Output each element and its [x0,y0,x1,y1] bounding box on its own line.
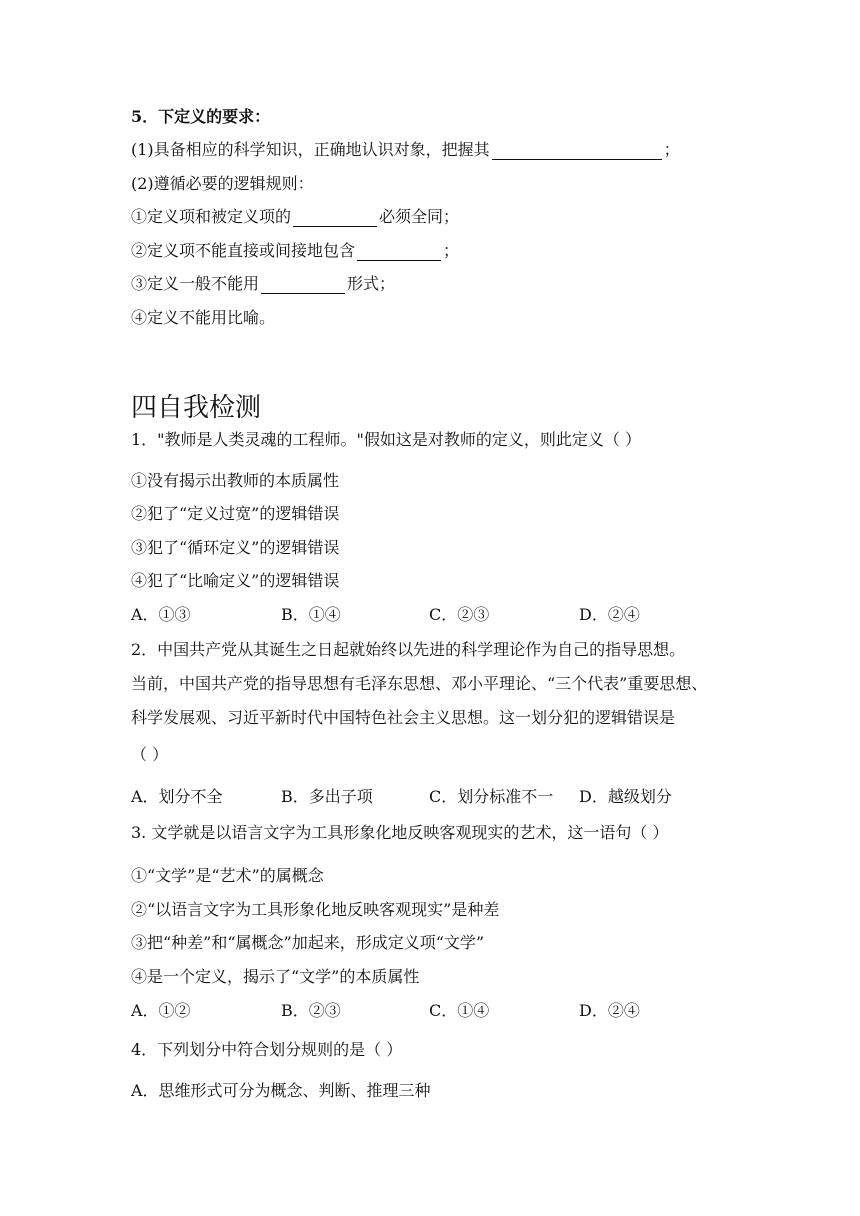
q3-option-a[interactable]: A．①② [131,1001,191,1020]
rule-3-text: ③定义一般不能用 [131,274,260,293]
q3-option-b[interactable]: B．②③ [281,1001,341,1020]
q2-option-c[interactable]: C．划分标准不一 [429,787,554,806]
requirement-1-end: ； [663,140,680,159]
q2-option-a[interactable]: A．划分不全 [131,787,223,806]
q1-option-a[interactable]: A．①③ [131,605,191,624]
rule-2-end: ； [443,241,460,260]
q1-statement-2: ②犯了“定义过宽”的逻辑错误 [131,504,340,523]
rule-1 [131,207,459,227]
q2-stem-line-1: 2．中国共产党从其诞生之日起就始终以先进的科学理论作为自己的指导思想。 [131,640,686,659]
q2-stem-line-4: （ ） [131,745,169,764]
q3-statement-1: ①“文学”是“艺术”的属概念 [131,866,324,885]
section5-title: 5．下定义的要求： [131,107,271,126]
q1-stem: 1．"教师是人类灵魂的工程师。"假如这是对教师的定义，则此定义（ ） [131,430,641,449]
rule-1-end: 必须全同； [379,207,460,226]
q1-statement-1: ①没有揭示出教师的本质属性 [131,471,340,490]
q3-option-c[interactable]: C．①④ [429,1001,490,1020]
fill-blank[interactable] [293,209,377,227]
q3-statement-4: ④是一个定义，揭示了“文学”的本质属性 [131,967,420,986]
q4-stem: 4．下列划分中符合划分规则的是（ ） [131,1040,403,1059]
q3-statement-3: ③把“种差”和“属概念”加起来，形成定义项“文学” [131,933,485,952]
rule-2 [131,241,459,261]
requirement-1 [131,140,680,160]
q1-statement-3: ③犯了“循环定义”的逻辑错误 [131,538,340,557]
q2-option-d[interactable]: D．越级划分 [579,787,672,806]
fill-blank[interactable] [357,243,441,261]
rule-1-text: ①定义项和被定义项的 [131,207,292,226]
requirement-2: (2)遵循必要的逻辑规则： [131,174,314,193]
q1-option-d[interactable]: D．②④ [579,605,640,624]
fill-blank[interactable] [492,142,662,160]
rule-4: ④定义不能用比喻。 [131,308,276,327]
section-heading: 四自我检测 [131,393,262,423]
q1-option-c[interactable]: C．②③ [429,605,490,624]
q3-stem: 3. 文学就是以语言文字为工具形象化地反映客观现实的艺术，这一语句（ ） [131,823,669,842]
fill-blank[interactable] [261,276,345,294]
q1-statement-4: ④犯了“比喻定义”的逻辑错误 [131,571,340,590]
q1-option-b[interactable]: B．①④ [281,605,341,624]
rule-3 [131,274,395,294]
q2-stem-line-2: 当前，中国共产党的指导思想有毛泽东思想、邓小平理论、“三个代表”重要思想、 [131,674,708,693]
q3-statement-2: ②“以语言文字为工具形象化地反映客观现实”是种差 [131,900,500,919]
rule-3-end: 形式； [347,274,396,293]
q4-option-a[interactable]: A．思维形式可分为概念、判断、推理三种 [131,1081,431,1100]
q2-option-b[interactable]: B．多出子项 [281,787,373,806]
requirement-1-text: (1)具备相应的科学知识，正确地认识对象，把握其 [131,140,490,159]
q3-option-d[interactable]: D．②④ [579,1001,640,1020]
rule-2-text: ②定义项不能直接或间接地包含 [131,241,356,260]
q2-stem-line-3: 科学发展观、习近平新时代中国特色社会主义思想。这一划分犯的逻辑错误是 [131,708,676,727]
